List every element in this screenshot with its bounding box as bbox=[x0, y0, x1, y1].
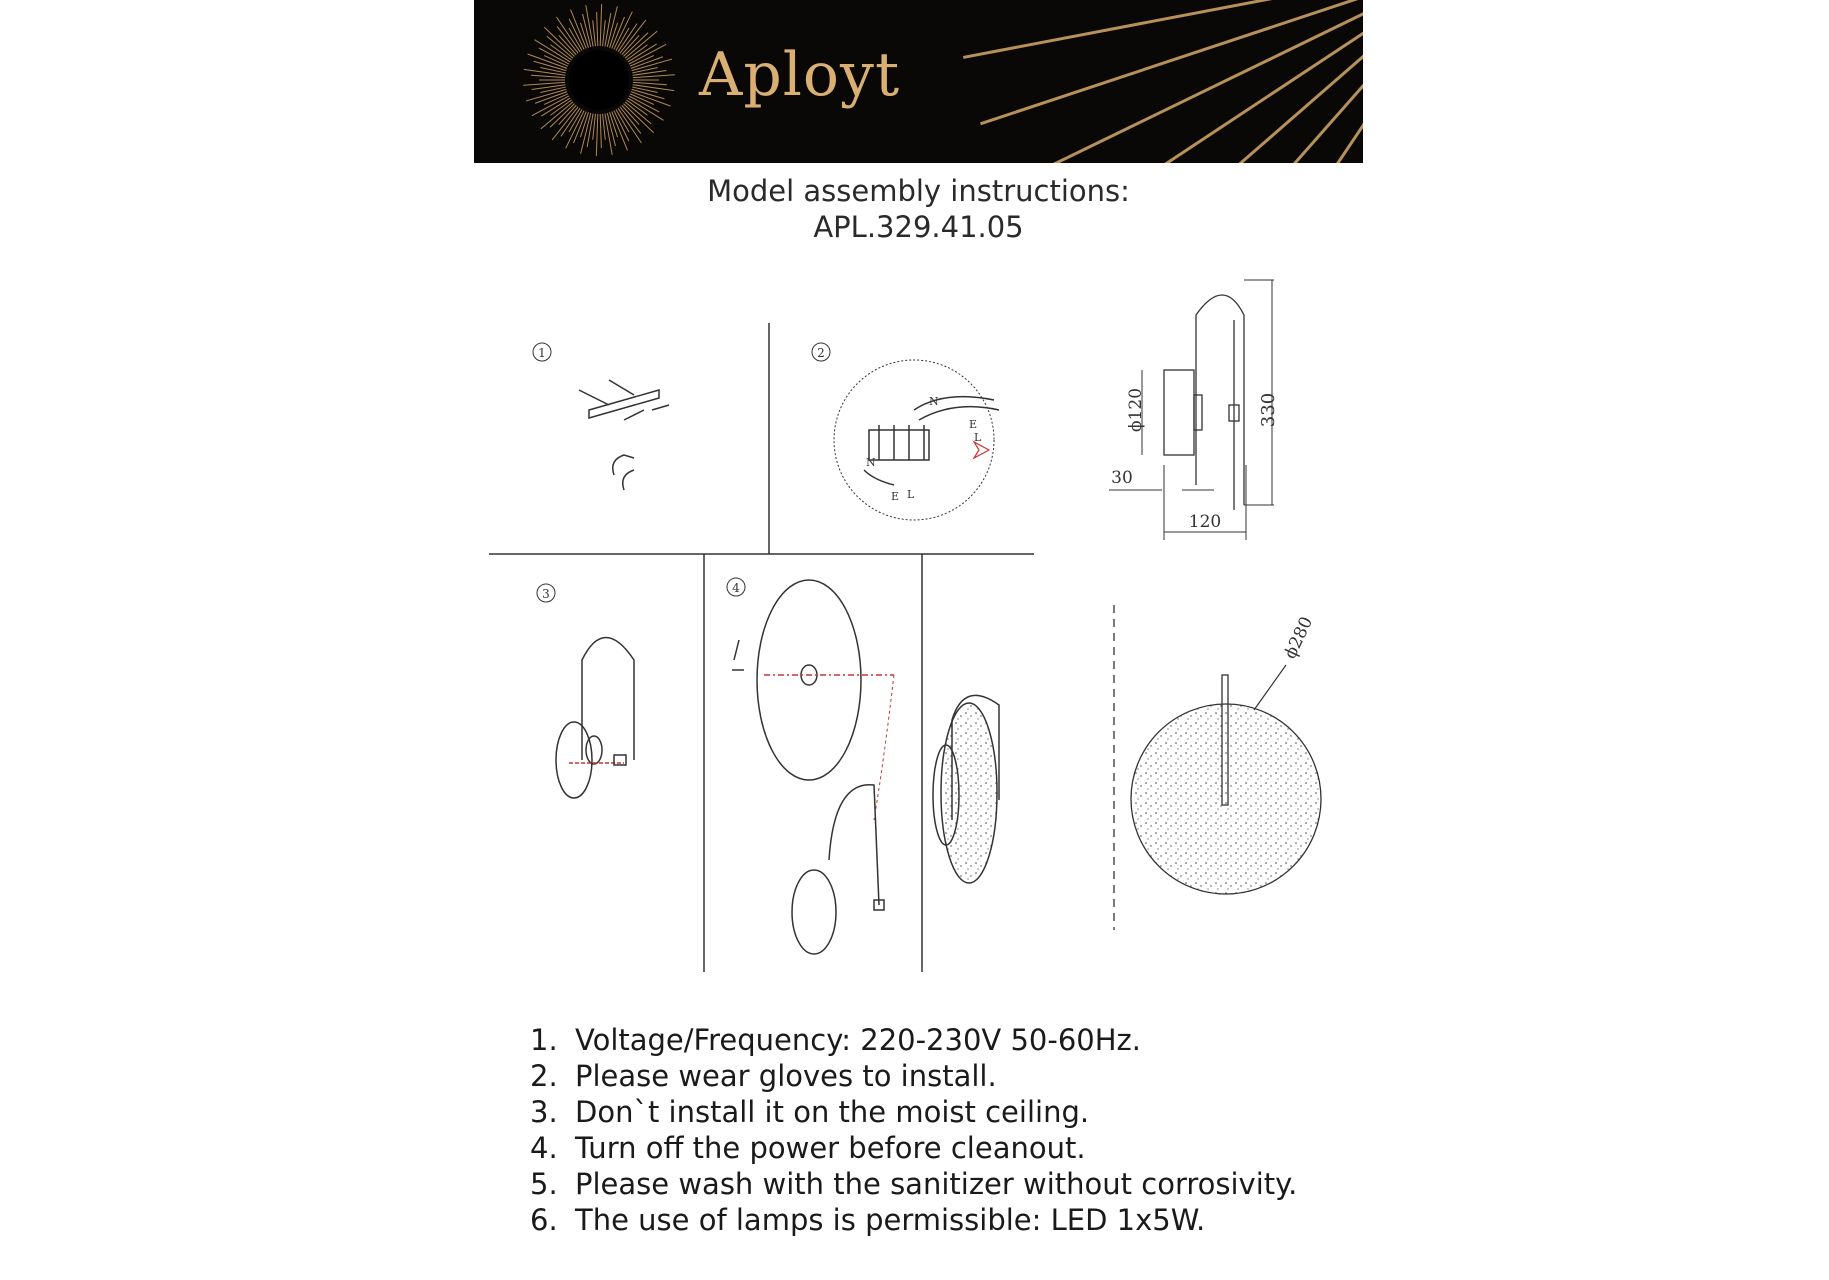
step-4-panel bbox=[727, 578, 894, 954]
wire-label-n: N bbox=[866, 456, 876, 469]
instruction-list bbox=[530, 1022, 1297, 1238]
brand-banner bbox=[474, 0, 1363, 163]
list-item bbox=[530, 1058, 1297, 1094]
step-1-panel bbox=[533, 343, 669, 490]
list-text: Don`t install it on the moist ceiling. bbox=[575, 1095, 1090, 1129]
list-item bbox=[530, 1094, 1297, 1130]
dimension-drawing bbox=[1109, 280, 1279, 540]
mounting-bracket-icon bbox=[579, 380, 669, 490]
model-number: APL.329.41.05 bbox=[813, 210, 1024, 244]
disc-diameter-dimension: ϕ280 bbox=[1280, 613, 1318, 663]
lamp-arm bbox=[1196, 295, 1244, 505]
sun-center-icon bbox=[569, 50, 629, 110]
sunburst-decoration bbox=[474, 0, 1363, 163]
step-number: 1 bbox=[538, 346, 546, 360]
list-item bbox=[530, 1022, 1297, 1058]
front-assembled-view bbox=[1131, 614, 1321, 894]
step-number: 4 bbox=[732, 581, 740, 595]
height-dimension: 330 bbox=[1258, 392, 1279, 428]
side-assembled-view bbox=[933, 695, 999, 883]
round-disc bbox=[1131, 704, 1321, 894]
wire-label-e: E bbox=[969, 418, 978, 431]
step-3-panel bbox=[537, 584, 634, 798]
brand-logo: Aployt bbox=[699, 40, 901, 110]
offset-dimension: 30 bbox=[1111, 468, 1133, 488]
list-number: 2. bbox=[530, 1059, 558, 1093]
step-2-panel bbox=[812, 343, 999, 520]
assembly-diagram bbox=[474, 260, 1363, 980]
disc-shade bbox=[757, 580, 861, 780]
list-text: The use of lamps is permissible: LED 1x5W. bbox=[575, 1203, 1206, 1237]
list-text: Please wear gloves to install. bbox=[575, 1059, 997, 1093]
wire-label-n: N bbox=[929, 395, 939, 408]
list-number: 6. bbox=[530, 1203, 558, 1237]
list-number: 1. bbox=[530, 1023, 558, 1057]
list-item bbox=[530, 1166, 1297, 1202]
page-title bbox=[474, 173, 1363, 245]
list-item bbox=[530, 1130, 1297, 1166]
step-number: 2 bbox=[817, 346, 825, 360]
list-text: Please wash with the sanitizer without corrosivity. bbox=[575, 1167, 1298, 1201]
base-diameter-dimension: ϕ120 bbox=[1126, 387, 1146, 433]
wire-label-l: L bbox=[907, 488, 915, 501]
list-number: 5. bbox=[530, 1167, 558, 1201]
list-text: Voltage/Frequency: 220-230V 50-60Hz. bbox=[575, 1023, 1141, 1057]
title-line: Model assembly instructions: bbox=[707, 174, 1130, 208]
list-item bbox=[530, 1202, 1297, 1238]
wire-label-l: L bbox=[974, 431, 982, 444]
wire-label-e: E bbox=[891, 490, 900, 503]
list-number: 3. bbox=[530, 1095, 558, 1129]
list-text: Turn off the power before cleanout. bbox=[575, 1131, 1086, 1165]
list-number: 4. bbox=[530, 1131, 558, 1165]
wall-base bbox=[1164, 370, 1194, 455]
depth-dimension: 120 bbox=[1188, 512, 1222, 532]
step-number: 3 bbox=[542, 587, 550, 601]
